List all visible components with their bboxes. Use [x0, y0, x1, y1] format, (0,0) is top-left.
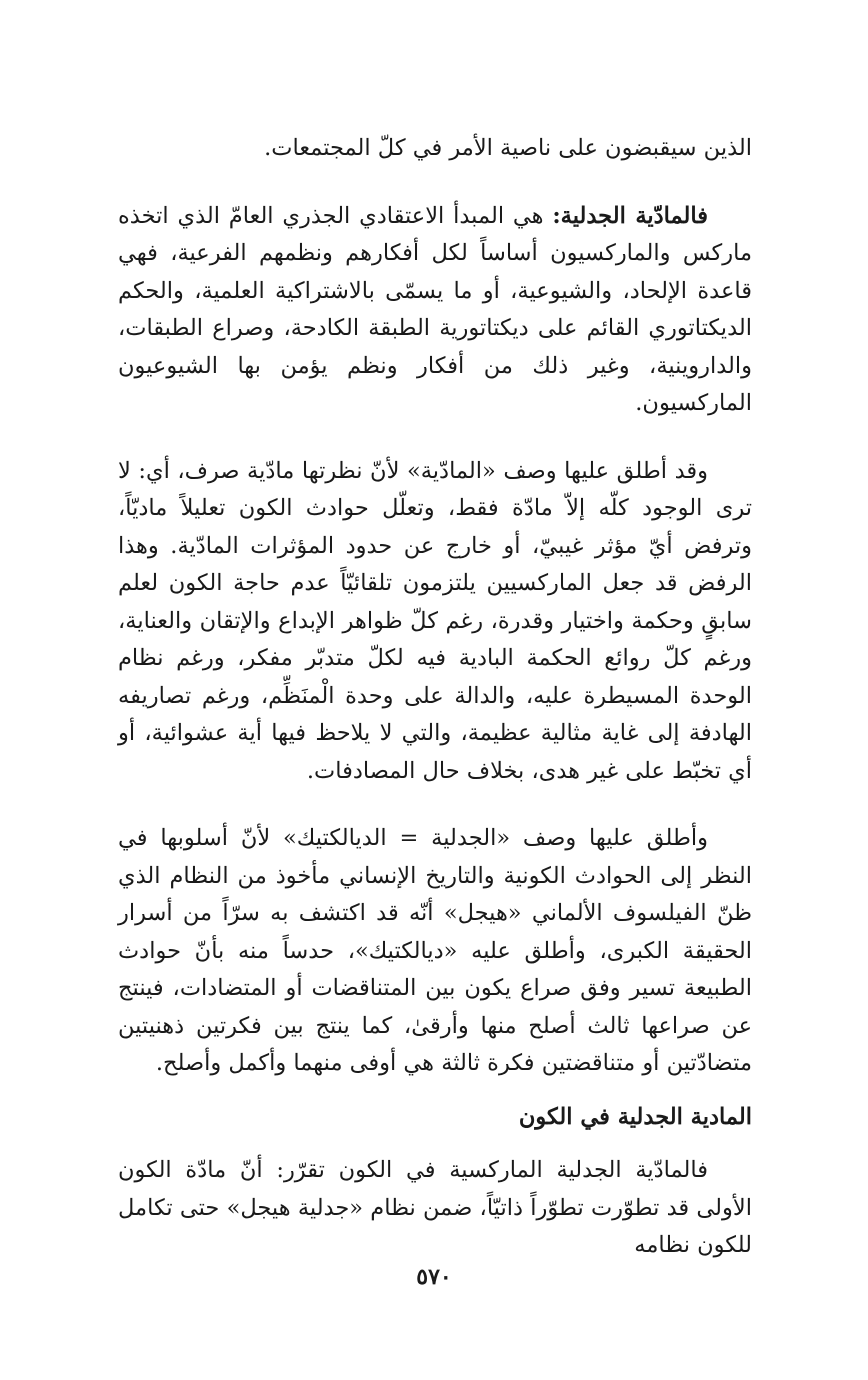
- paragraph-spacer: [118, 168, 752, 198]
- page-number: ٥٧٠: [416, 1264, 452, 1290]
- defined-term: فالمادّية الجدلية:: [552, 202, 708, 229]
- paragraph-text: وقد أطلق عليها وصف «المادّية» لأنّ نظرتها مادّية صرف، أي: لا ترى الوجود كلّه إلاّ مادّة فقط، وتعلّل حوادث الكون تعليلاً ماديّاً، وترفض أيّ مؤثر غيبيّ، أو خارج عن حدود المؤثرات المادّية. وهذا الرفض قد جعل الماركسيين يلتزمون تلقائيّاً عدم حاجة الكون لعلم سابقٍ وحكمة واختيار وقدرة، رغم كلّ ظواهر الإبداع والإتقان والعناية، ورغم كلّ روائع الحكمة البادية فيه لكلّ متدبّر مفكر، ورغم نظام الوحدة المسيطرة عليه، والدالة على وحدة الْمنَظِّم، ورغم تصاريفه الهادفة إلى غاية مثالية عظيمة، والتي لا يلاحظ فيها أية عشوائية، أو أي تخبّط على غير هدى، بخلاف حال المصادفات.: [118, 457, 752, 784]
- paragraph-dialectic-description: [118, 820, 752, 1083]
- paragraph-spacer: [118, 790, 752, 820]
- page-body: [118, 130, 752, 1265]
- paragraph-spacer: [118, 1083, 752, 1099]
- section-heading: المادية الجدلية في الكون: [518, 1103, 752, 1130]
- paragraph-dialectical-materialism-definition: [118, 198, 752, 423]
- paragraph-materialism-description: [118, 453, 752, 791]
- paragraph-text: وأطلق عليها وصف «الجدلية = الديالكتيك» لأنّ أسلوبها في النظر إلى الحوادث الكونية والتاريخ الإنساني مأخوذ من النظام الذي ظنّ الفيلسوف الألماني «هيجل» أنّه قد اكتشف به سرّاً من أسرار الحقيقة الكبرى، وأطلق عليه «ديالكتيك»، حدساً منه بأنّ حوادث الطبيعة تسير وفق صراع يكون بين المتناقضات أو المتضادات، فينتج عن صراعها ثالث أصلح منها وأرقىٰ، كما ينتج بين فكرتين ذهنيتين متضادّتين أو متناقضتين فكرة ثالثة هي أوفى منهما وأكمل وأصلح.: [118, 825, 752, 1076]
- paragraph-text: فالمادّية الجدلية الماركسية في الكون تقرّر: أنّ مادّة الكون الأولى قد تطوّرت تطوّراً ذاتيّاً، ضمن نظام «جدلية هيجل» حتى تكامل للكون نظامه: [118, 1157, 752, 1258]
- paragraph-spacer: [118, 423, 752, 453]
- paragraph-spacer: [118, 1136, 752, 1152]
- paragraph-continuation: [118, 130, 752, 168]
- paragraph-text: هي المبدأ الاعتقادي الجذري العامّ الذي اتخذه ماركس والماركسيون أساساً لكل أفكارهم ونظمهم الفرعية، فهي قاعدة الإلحاد، والشيوعية، أو ما يسمّى بالاشتراكية العلمية، والحكم الديكتاتوري القائم على ديكتاتورية الطبقة الكادحة، وصراع الطبقات، والداروينية، وغير ذلك من أفكار ونظم يؤمن بها الشيوعيون الماركسيون.: [118, 202, 752, 416]
- paragraph-universe-claim: [118, 1152, 752, 1265]
- paragraph-text: الذين سيقبضون على ناصية الأمر في كلّ المجتمعات.: [264, 135, 752, 161]
